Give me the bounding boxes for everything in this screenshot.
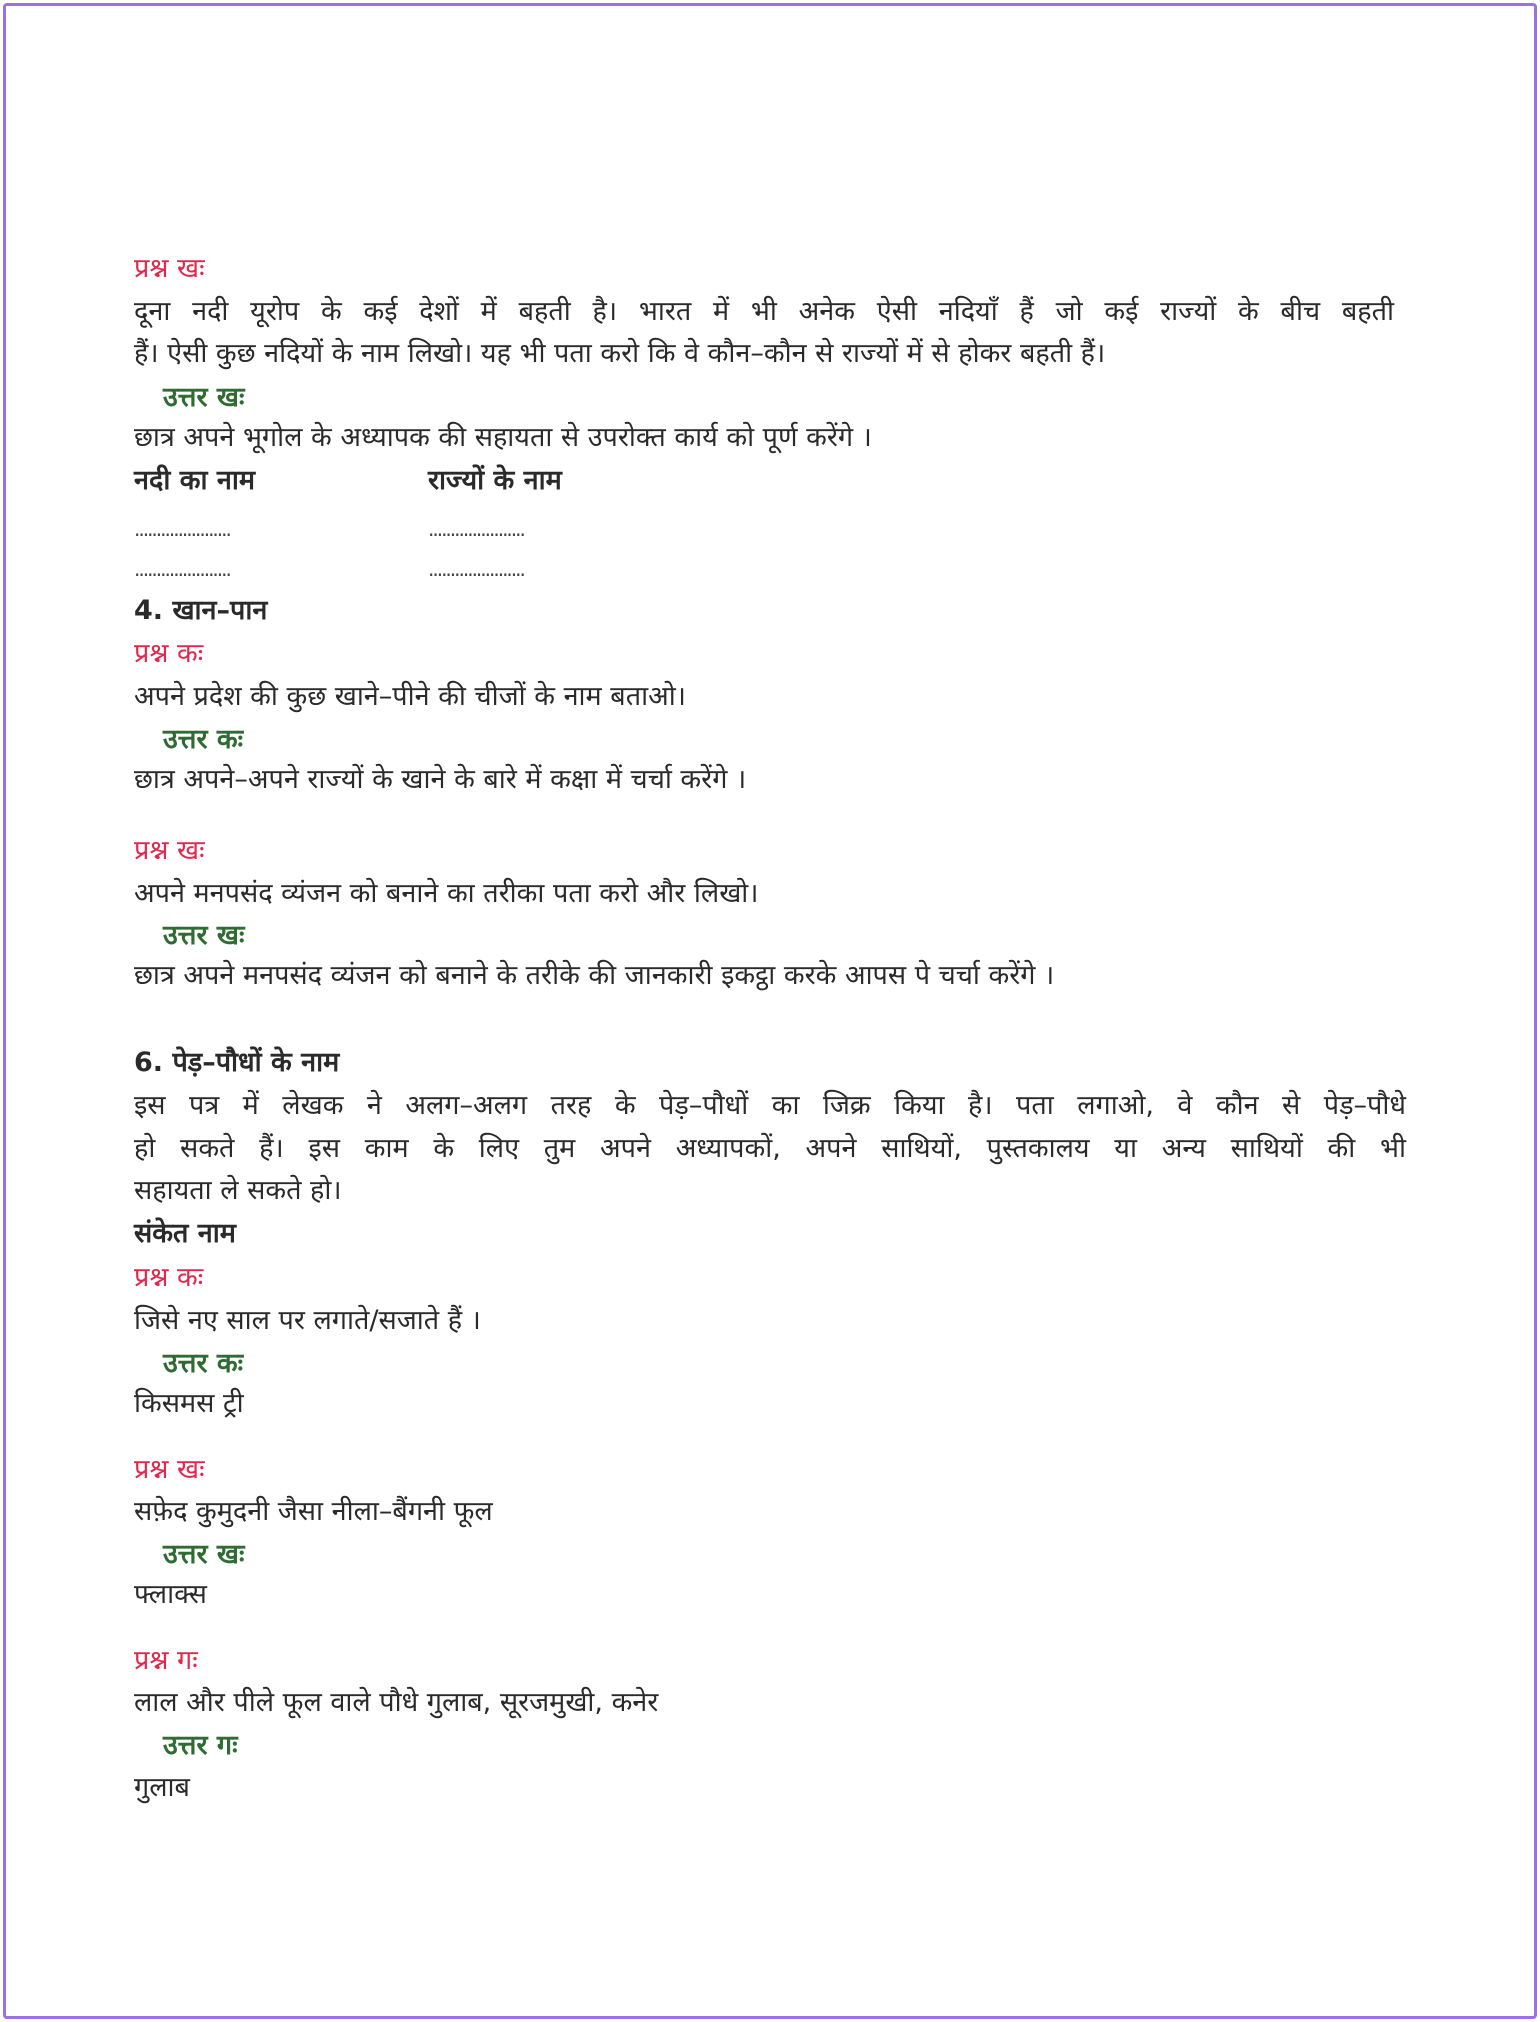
answer-label: उत्तर गः [163, 1730, 238, 1761]
blank-line: ...................... [428, 557, 524, 581]
question-text: दूना नदी यूरोप के कई देशों में बहती है। भारत में भी अनेक ऐसी नदियाँ हैं जो कई राज्यों के बीच बहती [134, 296, 1394, 327]
blank-line: ...................... [134, 517, 230, 541]
answer-label: उत्तर कः [163, 724, 244, 755]
paragraph-line: हो सकते हैं। इस काम के लिए तुम अपने अध्यापकों, अपने साथियों, पुस्तकालय या अन्य साथियों की भी [134, 1133, 1406, 1164]
answer-label: उत्तर खः [163, 382, 245, 413]
question-label: प्रश्न खः [134, 253, 205, 284]
question-label: प्रश्न खः [134, 835, 205, 866]
paragraph-line: सहायता ले सकते हो। [134, 1175, 342, 1206]
question-label: प्रश्न गः [134, 1645, 198, 1676]
answer-text: किसमस ट्री [134, 1388, 244, 1419]
question-text: अपने मनपसंद व्यंजन को बनाने का तरीका पता करो और लिखो। [134, 878, 759, 909]
answer-label: उत्तर खः [163, 1539, 245, 1570]
question-text: अपने प्रदेश की कुछ खाने–पीने की चीजों के नाम बताओ। [134, 681, 686, 712]
section-heading: 6. पेड़–पौधों के नाम [134, 1047, 340, 1078]
blank-line: ...................... [428, 517, 524, 541]
question-text: जिसे नए साल पर लगाते/सजाते हैं । [134, 1305, 481, 1336]
section-heading: 4. खान–पान [134, 595, 268, 626]
question-text: हैं। ऐसी कुछ नदियों के नाम लिखो। यह भी पता करो कि वे कौन–कौन से राज्यों में से होकर बहती हैं। [134, 338, 1106, 369]
answer-text: छात्र अपने भूगोल के अध्यापक की सहायता से उपरोक्त कार्य को पूर्ण करेंगे । [134, 422, 872, 453]
states-name-header: राज्यों के नाम [428, 465, 562, 496]
river-name-header: नदी का नाम [134, 465, 255, 496]
question-label: प्रश्न कः [134, 638, 204, 669]
question-text: सफ़ेद कुमुदनी जैसा नीला–बैंगनी फूल [134, 1496, 493, 1527]
paragraph-line: इस पत्र में लेखक ने अलग–अलग तरह के पेड़–पौधों का जिक्र किया है। पता लगाओ, वे कौन से पेड़–पौधे [134, 1090, 1406, 1121]
answer-label: उत्तर कः [163, 1348, 244, 1379]
question-label: प्रश्न कः [134, 1262, 204, 1293]
subheading: संकेत नाम [134, 1218, 236, 1249]
answer-text: छात्र अपने–अपने राज्यों के खाने के बारे में कक्षा में चर्चा करेंगे । [134, 764, 747, 795]
question-label: प्रश्न खः [134, 1454, 205, 1485]
answer-label: उत्तर खः [163, 920, 245, 951]
answer-text: गुलाब [134, 1772, 190, 1803]
answer-text: छात्र अपने मनपसंद व्यंजन को बनाने के तरीके की जानकारी इकट्ठा करके आपस पे चर्चा करेंगे । [134, 960, 1055, 991]
blank-line: ...................... [134, 557, 230, 581]
answer-text: फ्लाक्स [134, 1579, 207, 1610]
question-text: लाल और पीले फूल वाले पौधे गुलाब, सूरजमुखी, कनेर [134, 1687, 659, 1718]
